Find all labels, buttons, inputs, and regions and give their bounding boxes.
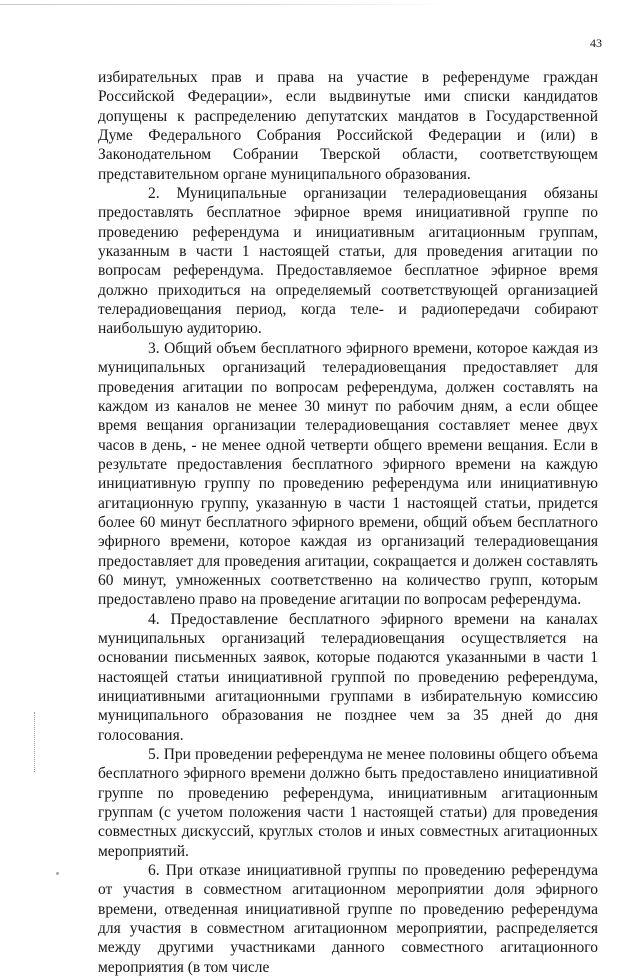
- paragraph-part-5: 5. При проведении референдума не менее половины общего объема бесплатного эфирного времени должно быть предоставлено инициативной группе по проведению референдума, инициативным агитационным группам (с учетом положения части 1 настоящей статьи) для проведения совместных дискуссий, круглых столов и иных совместных агитационных мероприятий.: [98, 746, 598, 860]
- scan-margin-mark: [34, 712, 36, 772]
- scan-top-edge: [0, 4, 640, 5]
- page-number: 43: [590, 36, 602, 50]
- paragraph-part-6: 6. При отказе инициативной группы по проведению референдума от участия в совместном агитационном мероприятии доля эфирного времени, отведенная инициативной группе по проведению референдума для участия в совместном агитационном мероприятии, распределяется между другими участниками данного совместного агитационного мероприятия (в том числе: [98, 862, 598, 976]
- document-body: [98, 68, 598, 977]
- scan-margin-dot: [56, 872, 59, 875]
- paragraph-part-3: 3. Общий объем бесплатного эфирного времени, которое каждая из муниципальных организаций телерадиовещания предоставляет для проведения агитации по вопросам референдума, должен составлять на каждом из каналов не менее 30 минут по рабочим дням, а если общее время вещания организации телерадиовещания составляет менее двух часов в день, - не менее одной четверти общего времени вещания. Если в результате предоставления бесплатного эфирного времени на каждую инициативную группу по проведению референдума или инициативную агитационную группу, указанную в части 1 настоящей статьи, придется более 60 минут бесплатного эфирного времени, общий объем бесплатного эфирного времени, которое каждая из организаций телерадиовещания предоставляет для проведения агитации, сокращается и должен составлять 60 минут, умноженных соответственно на количество групп, которым предоставлено право на проведение агитации по вопросам референдума.: [98, 339, 598, 609]
- paragraph-part-2: 2. Муниципальные организации телерадиовещания обязаны предоставлять бесплатное эфирное время инициативной группе по проведению референдума и инициативным агитационным группам, указанным в части 1 настоящей статьи, для проведения агитации по вопросам референдума. Предоставляемое бесплатное эфирное время должно приходиться на определяемый соответствующей организацией телерадиовещания период, когда теле- и радиопередачи собирают наибольшую аудиторию.: [98, 185, 598, 338]
- paragraph-part-4: 4. Предоставление бесплатного эфирного времени на каналах муниципальных организаций телерадиовещания осуществляется на основании письменных заявок, которые подаются указанными в части 1 настоящей статьи инициативной группой по проведению референдума, инициативными агитационными группами в избирательную комиссию муниципального образования не позднее чем за 35 дней до дня голосования.: [98, 610, 598, 744]
- paragraph-continuation: избирательных прав и права на участие в референдуме граждан Российской Федерации», если выдвинутые ими списки кандидатов допущены к распределению депутатских мандатов в Государственной Думе Федерального Собрания Российской Федерации и (или) в Законодательном Собрании Тверской области, соответствующем представительном органе муниципального образования.: [98, 69, 598, 183]
